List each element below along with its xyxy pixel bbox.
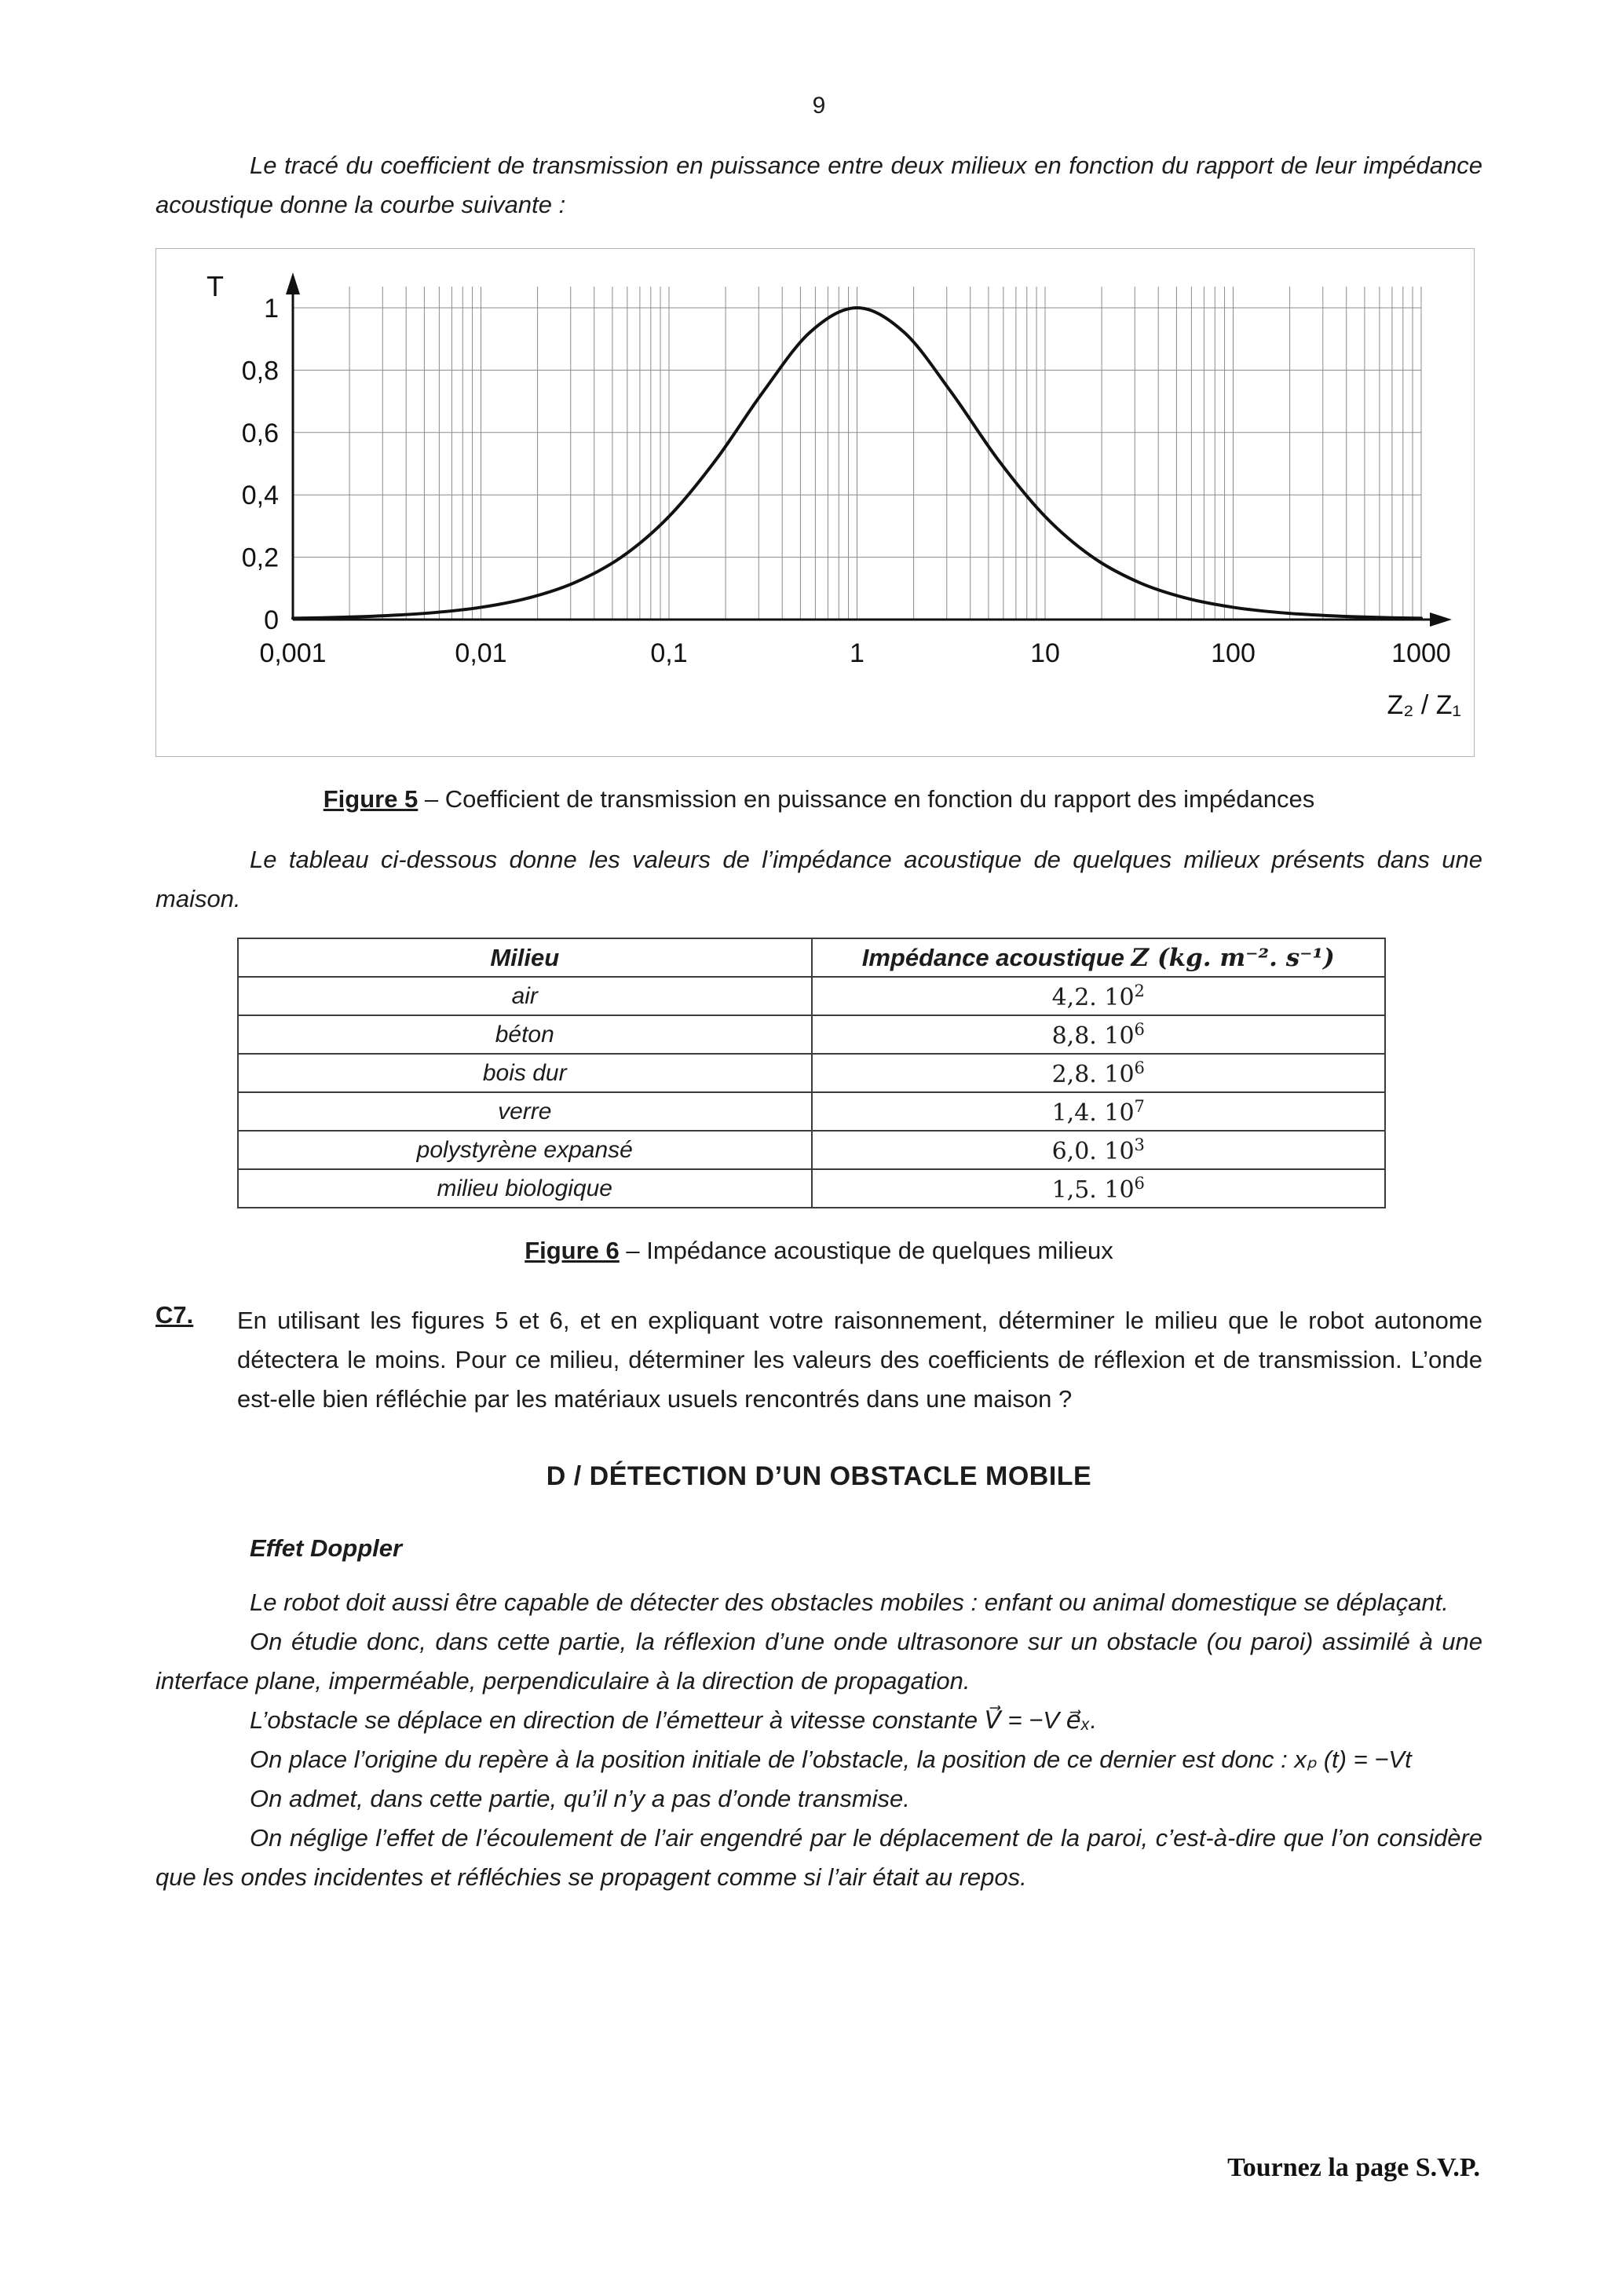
table-header-row <box>238 938 1385 977</box>
impedance-value-cell: 8,8. $10^6$ <box>812 1015 1386 1054</box>
svg-text:Z₂ / Z₁: Z₂ / Z₁ <box>1387 690 1461 720</box>
figure5-caption <box>155 785 1482 813</box>
effet-doppler-subheading: Effet Doppler <box>250 1534 403 1562</box>
doppler-paragraph: On étudie donc, dans cette partie, la réflexion d’une onde ultrasonore sur un obstacle (ou paroi) assimilé à une interface plane, imperméable, perpendiculaire à la direction de propagation. <box>155 1628 1482 1695</box>
svg-text:0,4: 0,4 <box>241 481 279 511</box>
impedance-header-math: Z (kg. m⁻². s⁻¹) <box>1131 943 1335 972</box>
table-header-impedance <box>812 938 1386 977</box>
impedance-value-cell: 1,5. $10^6$ <box>812 1169 1386 1208</box>
svg-text:1: 1 <box>850 638 865 668</box>
table-row <box>238 1131 1385 1169</box>
doppler-paragraphs <box>155 1583 1482 1897</box>
table-header-milieu: Milieu <box>238 938 812 977</box>
impedance-value-cell: 1,4. $10^7$ <box>812 1092 1386 1131</box>
milieu-cell: béton <box>238 1015 812 1054</box>
turn-page-footer: Tournez la page S.V.P. <box>1227 2153 1480 2182</box>
milieu-cell: bois dur <box>238 1054 812 1092</box>
svg-text:0: 0 <box>264 605 279 635</box>
section-d-title: D / DÉTECTION D’UN OBSTACLE MOBILE <box>546 1461 1092 1491</box>
svg-text:100: 100 <box>1211 638 1256 668</box>
doppler-paragraph: On place l’origine du repère à la position initiale de l’obstacle, la position de ce dernier est donc : xₚ (t) = −Vt <box>250 1746 1412 1773</box>
impedance-table <box>237 938 1386 1208</box>
svg-text:1: 1 <box>264 294 279 324</box>
figure5-chart <box>155 248 1475 757</box>
svg-text:1000: 1000 <box>1391 638 1451 668</box>
impedance-header-label: Impédance acoustique <box>861 943 1131 971</box>
page-number: 9 <box>812 93 826 119</box>
milieu-cell: polystyrène expansé <box>238 1131 812 1169</box>
figure6-label: Figure 6 <box>525 1237 620 1264</box>
figure5-label: Figure 5 <box>323 785 419 813</box>
svg-text:10: 10 <box>1030 638 1060 668</box>
table-row <box>238 977 1385 1015</box>
table-intro-paragraph: Le tableau ci-dessous donne les valeurs de l’impédance acoustique de quelques milieux présents dans une maison. <box>155 846 1482 912</box>
milieu-cell: air <box>238 977 812 1015</box>
impedance-value-cell: 4,2. $10^2$ <box>812 977 1386 1015</box>
table-row <box>238 1169 1385 1208</box>
svg-text:0,6: 0,6 <box>241 418 279 448</box>
figure6-caption-text: – Impédance acoustique de quelques milieux <box>619 1237 1113 1264</box>
table-row <box>238 1054 1385 1092</box>
svg-text:0,2: 0,2 <box>241 543 279 573</box>
milieu-cell: verre <box>238 1092 812 1131</box>
svg-text:0,01: 0,01 <box>455 638 507 668</box>
impedance-value-cell: 2,8. $10^6$ <box>812 1054 1386 1092</box>
svg-text:0,001: 0,001 <box>259 638 327 668</box>
table-row <box>238 1092 1385 1131</box>
svg-text:0,1: 0,1 <box>650 638 688 668</box>
svg-text:T: T <box>207 270 224 302</box>
svg-text:0,8: 0,8 <box>241 356 279 386</box>
doppler-paragraph: L’obstacle se déplace en direction de l’émetteur à vitesse constante V⃗ = −V e⃗ₓ. <box>250 1706 1098 1734</box>
figure5-caption-text: – Coefficient de transmission en puissance en fonction du rapport des impédances <box>418 785 1315 813</box>
question-c7 <box>155 1301 1482 1419</box>
doppler-paragraph: Le robot doit aussi être capable de détecter des obstacles mobiles : enfant ou animal domestique se déplaçant. <box>250 1589 1449 1616</box>
impedance-value-cell: 6,0. $10^3$ <box>812 1131 1386 1169</box>
intro-paragraph: Le tracé du coefficient de transmission en puissance entre deux milieux en fonction du rapport de leur impédance acoustique donne la courbe suivante : <box>155 152 1482 218</box>
table-row <box>238 1015 1385 1054</box>
doppler-paragraph: On néglige l’effet de l’écoulement de l’air engendré par le déplacement de la paroi, c’est-à-dire que l’on considère que les ondes incidentes et réfléchies se propagent comme si l’air était au repos. <box>155 1824 1482 1891</box>
page-content <box>155 0 1482 1897</box>
doppler-paragraph: On admet, dans cette partie, qu’il n’y a pas d’onde transmise. <box>250 1785 910 1812</box>
milieu-cell: milieu biologique <box>238 1169 812 1208</box>
question-number: C7. <box>155 1301 194 1329</box>
transmission-chart-svg <box>156 249 1474 756</box>
question-text: En utilisant les figures 5 et 6, et en expliquant votre raisonnement, déterminer le milieu que le robot autonome détectera le moins. Pour ce milieu, déterminer les valeurs des coefficients de réflexion et de transmission. L’onde est-elle bien réfléchie par les matériaux usuels rencontrés dans une maison ? <box>237 1307 1482 1413</box>
figure6-caption <box>155 1237 1482 1265</box>
